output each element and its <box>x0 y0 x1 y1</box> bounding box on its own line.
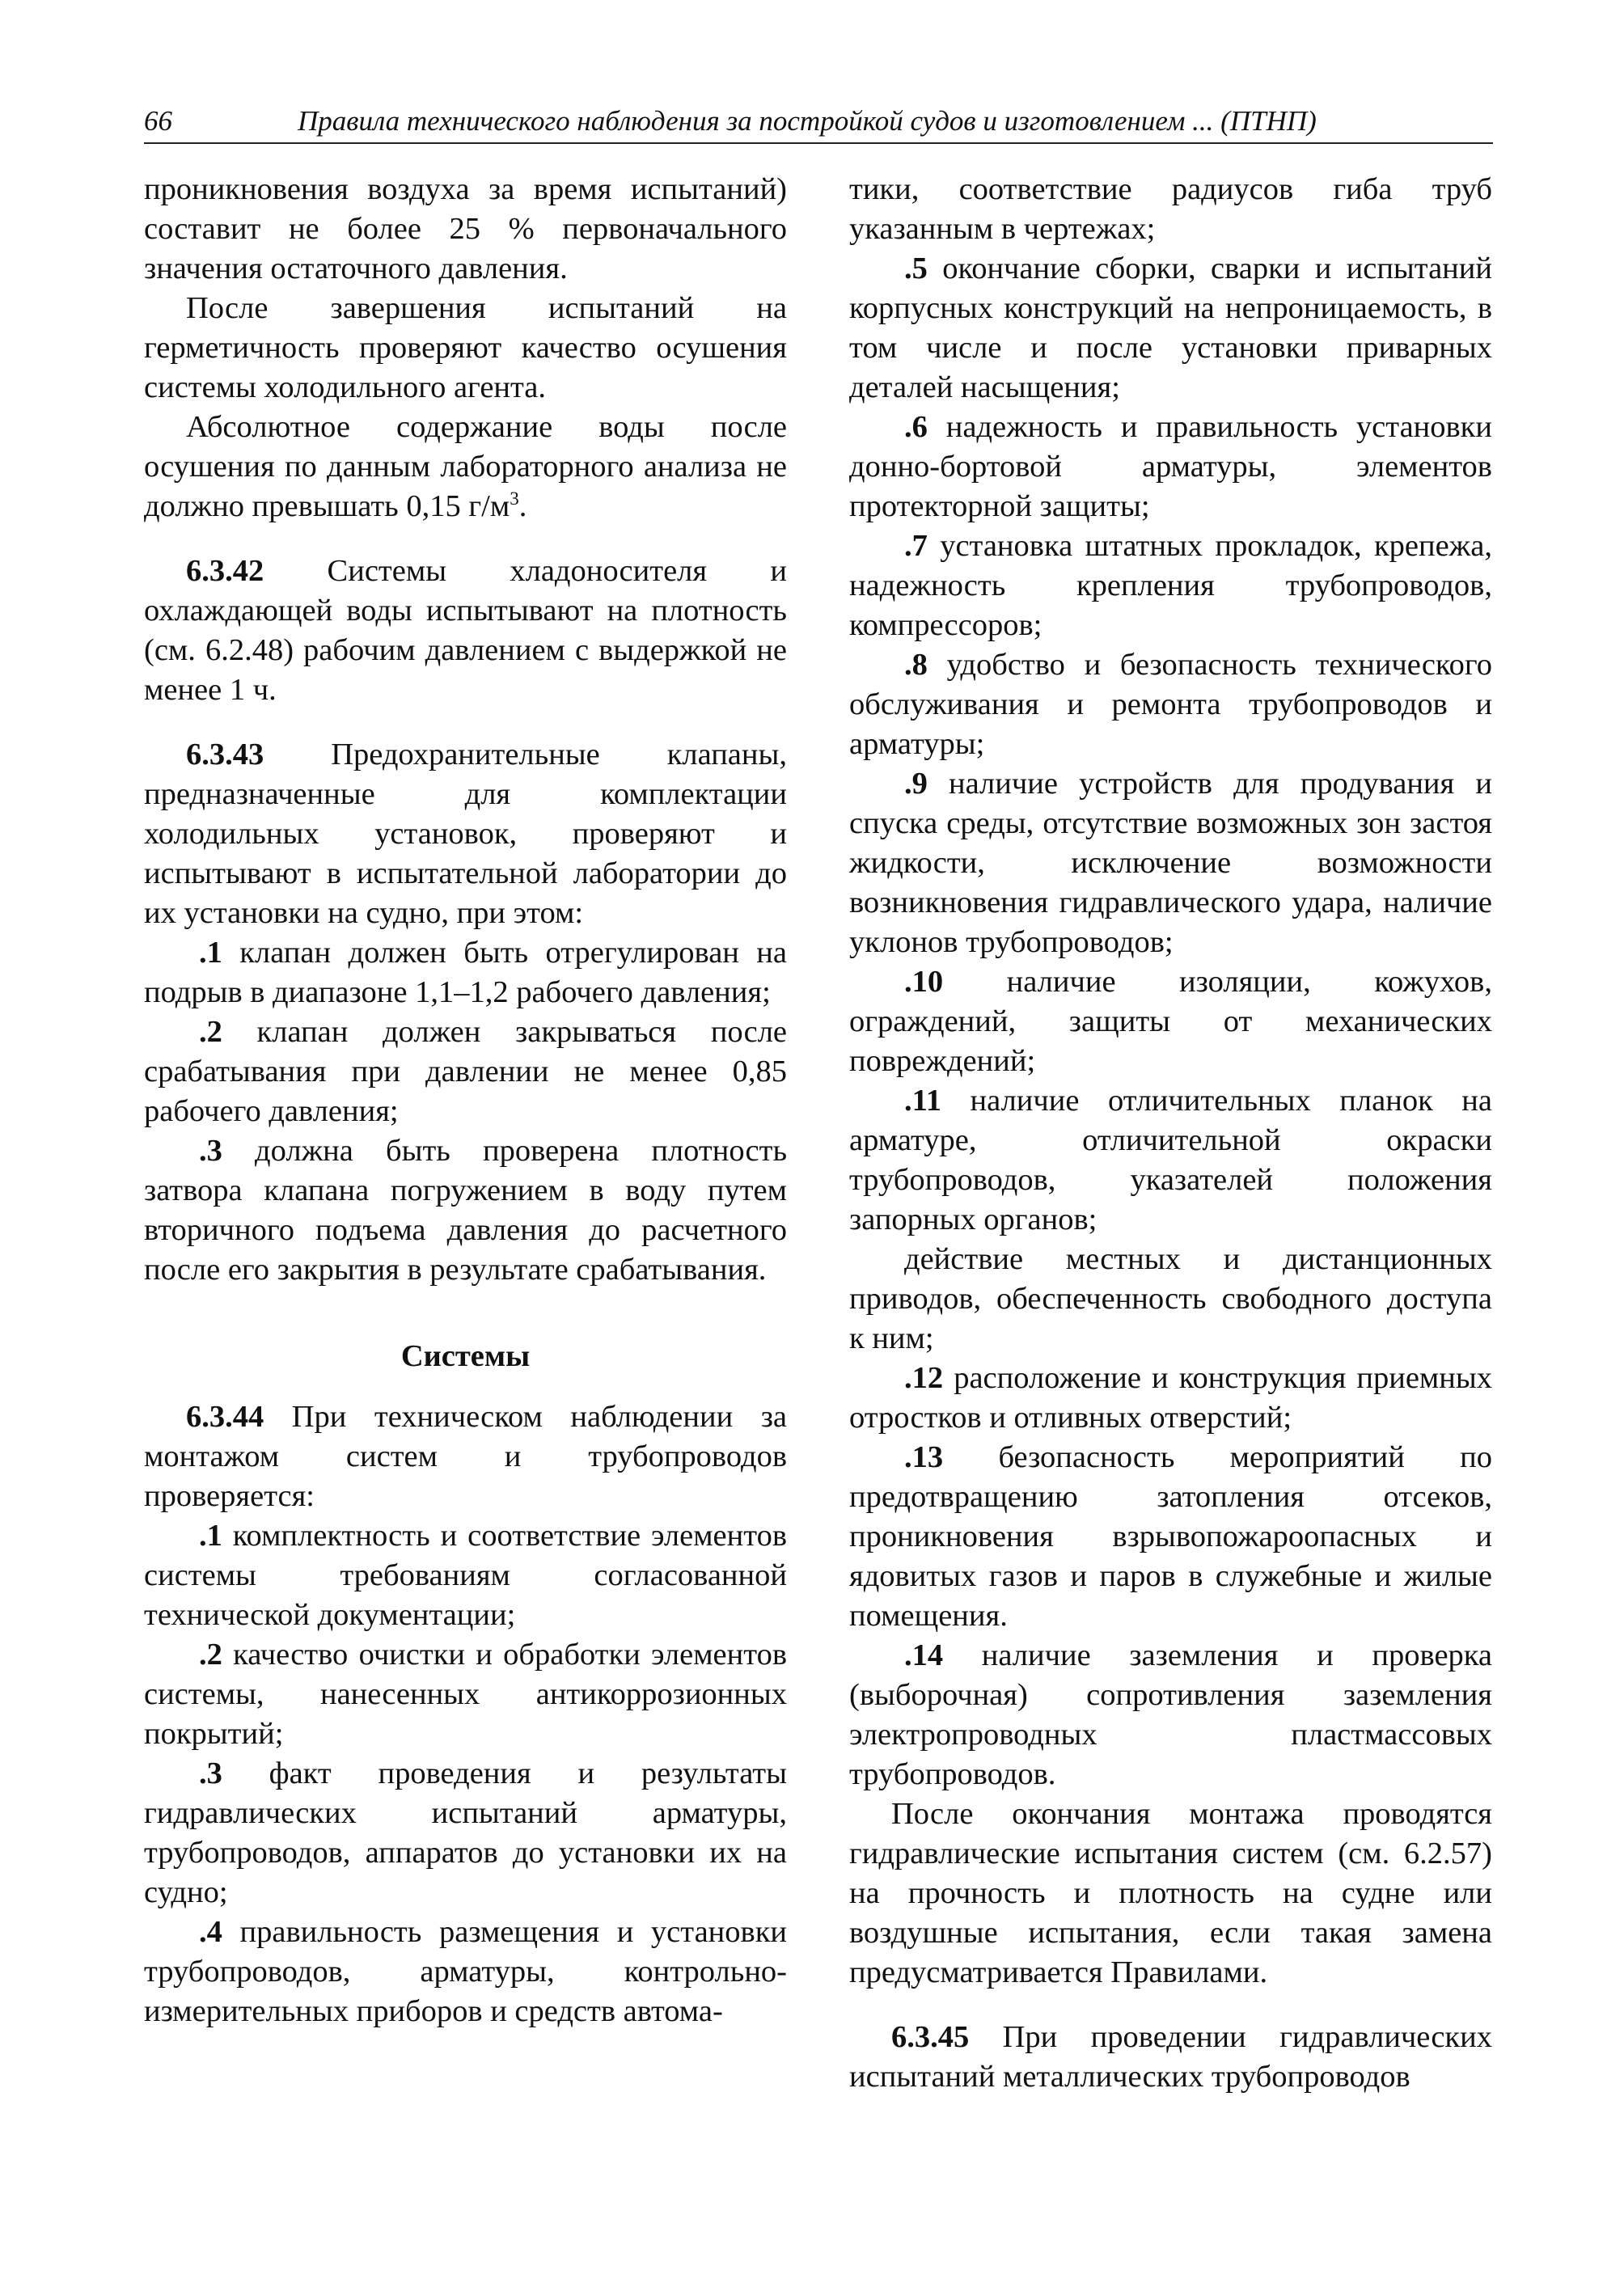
list-item: .1 клапан должен быть отрегулирован на подрыв в диапазоне 1,1–1,2 рабочего давления; <box>144 936 787 1009</box>
list-item: .1 комплектность и соответствие элементов системы требованиям согласованной технической документации; <box>144 1519 787 1632</box>
list-item: .14 наличие заземления и проверка (выборочная) сопротивления заземления электропроводных пластмассовых трубопроводов. <box>849 1638 1492 1791</box>
paragraph-water-content: Абсолютное содержание воды после осушения по данным лабораторного анализа не должно превышать 0,15 $г/м^3$. <box>144 410 787 523</box>
list-item: .6 надежность и правильность установки донно-бортовой арматуры, элементов протекторной защиты; <box>849 410 1492 523</box>
list-item: .4 правильность размещения и установки трубопроводов, арматуры, контрольно-измерительных приборов и средств автома- <box>144 1915 787 2028</box>
list-item-continuation: действие местных и дистанционных приводов, обеспеченность свободного доступа к ним; <box>849 1242 1492 1355</box>
clause-6-3-44: 6.3.44 При техническом наблюдении за монтажом систем и трубопроводов проверяется: <box>144 1400 787 1513</box>
list-item: .3 должна быть проверена плотность затвора клапана погружением в воду путем вторичного подъема давления до расчетного после его закрытия в результате срабатывания. <box>144 1134 787 1287</box>
clause-6-3-45: 6.3.45 При проведении гидравлических испытаний металлических трубопроводов <box>849 2020 1492 2094</box>
running-title: Правила технического наблюдения за постройкой судов и изготовлением ... (ПТНП) <box>298 105 1317 137</box>
paragraph-continuation: тики, соответствие радиусов гиба труб указанным в чертежах; <box>849 172 1492 246</box>
list-item: .3 факт проведения и результаты гидравлических испытаний арматуры, трубопроводов, аппаратов до установки их на судно; <box>144 1756 787 1909</box>
left-column <box>144 170 787 2031</box>
list-item: .12 расположение и конструкция приемных отростков и отливных отверстий; <box>849 1361 1492 1435</box>
clause-6-3-43: 6.3.43 Предохранительные клапаны, предназначенные для комплектации холодильных установок, проверяют и испытывают в испытательной лаборатории до их установки на судно, при этом: <box>144 738 787 930</box>
list-item: .5 окончание сборки, сварки и испытаний корпусных конструкций на непроницаемость, в том числе и после установки приварных деталей насыщения; <box>849 252 1492 404</box>
list-item: .2 клапан должен закрываться после срабатывания при давлении не менее 0,85 рабочего давления; <box>144 1015 787 1128</box>
right-column <box>849 170 1492 2097</box>
running-header <box>144 104 1493 144</box>
list-item: .10 наличие изоляции, кожухов, ограждений, защиты от механических повреждений; <box>849 965 1492 1078</box>
list-item: .7 установка штатных прокладок, крепежа, надежность крепления трубопроводов, компрессоров; <box>849 529 1492 642</box>
page-number: 66 <box>144 105 172 137</box>
clause-6-3-42: 6.3.42 Системы хладоносителя и охлаждающей воды испытывают на плотность (см. 6.2.48) рабочим давлением с выдержкой не менее 1 ч. <box>144 554 787 707</box>
clause-number: 6.3.44 <box>186 1400 264 1434</box>
paragraph-after-assembly: После окончания монтажа проводятся гидравлические испытания систем (см. 6.2.57) на прочность и плотность на судне или воздушные испытания, если такая замена предусматривается Правилами. <box>849 1797 1492 1989</box>
clause-number: 6.3.43 <box>186 738 264 771</box>
section-heading: Системы <box>400 1339 531 1373</box>
paragraph-continuation: проникновения воздуха за время испытаний) составит не более 25 % первоначального значения остаточного давления. <box>144 172 787 285</box>
list-item: .13 безопасность мероприятий по предотвращению затопления отсеков, проникновения взрывопожароопасных и ядовитых газов и паров в служебные и жилые помещения. <box>849 1440 1492 1633</box>
list-item: .11 наличие отличительных планок на арматуре, отличительной окраски трубопроводов, указателей положения запорных органов; <box>849 1084 1492 1236</box>
list-item: .8 удобство и безопасность технического обслуживания и ремонта трубопроводов и арматуры; <box>849 648 1492 761</box>
clause-number: 6.3.42 <box>186 554 264 588</box>
clause-number: 6.3.45 <box>891 2020 970 2054</box>
list-item: .2 качество очистки и обработки элементов системы, нанесенных антикоррозионных покрытий; <box>144 1638 787 1751</box>
list-item: .9 наличие устройств для продувания и спуска среды, отсутствие возможных зон застоя жидкости, исключение возможности возникновения гидравлического удара, наличие уклонов трубопроводов; <box>849 767 1492 959</box>
paragraph-drying-check: После завершения испытаний на герметичность проверяют качество осушения системы холодильного агента. <box>144 291 787 404</box>
